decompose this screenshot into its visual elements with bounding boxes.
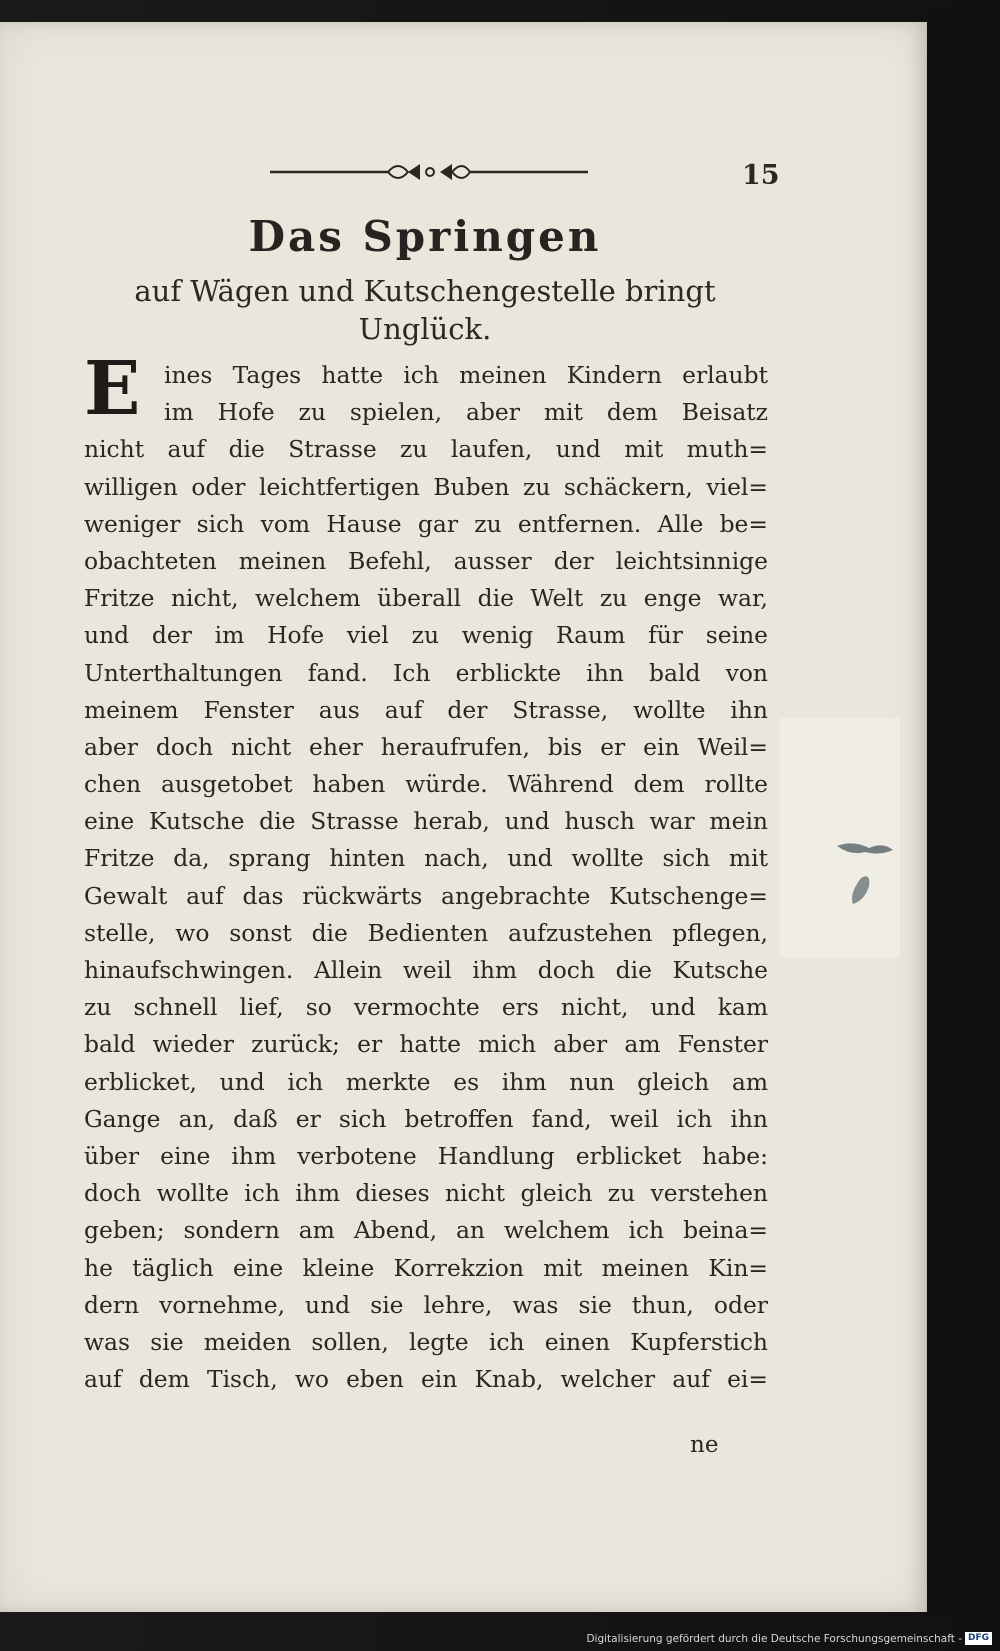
book-edge [926,10,1000,1610]
text-line: im Hofe zu spielen, aber mit dem Beisatz [164,398,768,427]
text-line: Gewalt auf das rückwärts angebrachte Kutschenge= [84,881,768,910]
text-line: eine Kutsche die Strasse herab, und husch war mein [84,807,768,836]
text-line: und der im Hofe viel zu wenig Raum für seine [84,621,768,650]
text-line: stelle, wo sonst die Bedienten aufzustehen pflegen, [84,918,768,947]
text-line: he täglich eine kleine Korrekzion mit meinen Kin= [84,1253,768,1282]
text-line: Fritze da, sprang hinten nach, und wollte sich mit [84,844,768,873]
text-line: doch wollte ich ihm dieses nicht gleich zu verstehen [84,1179,768,1208]
text-line: Fritze nicht, welchem überall die Welt zu enge war, [84,584,768,613]
text-line: Unterthaltungen fand. Ich erblickte ihn bald von [84,658,768,687]
text-line: obachteten meinen Befehl, ausser der leichtsinnige [84,546,768,575]
chapter-title: Das Springen [248,212,602,261]
text-line: Gange an, daß er sich betroffen fand, weil ich ihn [84,1104,768,1133]
catchword: ne [690,1432,719,1458]
text-line: weniger sich vom Hause gar zu entfernen. Alle be= [84,509,768,538]
text-line: dern vornehme, und sie lehre, was sie thun, oder [84,1290,768,1319]
text-line: zu schnell lief, so vermochte ers nicht, und kam [84,993,768,1022]
body-text [84,357,768,1398]
text-line: chen ausgetobet haben würde. Während dem rollte [84,770,768,799]
text-line: geben; sondern am Abend, an welchem ich beina= [84,1216,768,1245]
dfg-logo: DFG [965,1632,992,1645]
subtitle-line: auf Wägen und Kutschengestelle bringt [134,274,716,308]
page-number: 15 [742,160,780,191]
text-line: erblicket, und ich merkte es ihm nun gleich am [84,1067,768,1096]
chapter-subtitle [100,272,750,348]
text-line: auf dem Tisch, wo eben ein Knab, welcher auf ei= [84,1365,768,1394]
subtitle-line: Unglück. [358,312,492,346]
digitization-credit [586,1632,992,1645]
text-line: ines Tages hatte ich meinen Kindern erlaubt [164,361,768,389]
text-line: meinem Fenster aus auf der Strasse, wollte ihn [84,695,768,724]
text-line: willigen oder leichtfertigen Buben zu schäckern, viel= [84,472,768,501]
text-line: hinaufschwingen. Allein weil ihm doch die Kutsche [84,956,768,984]
text-line: aber doch nicht eher heraufrufen, bis er ein Weil= [84,732,768,761]
credit-text: Digitalisierung gefördert durch die Deutsche Forschungsgemeinschaft - [586,1632,962,1645]
text-line: was sie meiden sollen, legte ich einen Kupferstich [84,1327,768,1356]
ink-stain [835,838,895,908]
text-line: bald wieder zurück; er hatte mich aber am Fenster [84,1030,768,1059]
ornament-divider [270,156,588,186]
drop-cap: E [84,346,141,432]
text-line: nicht auf die Strasse zu laufen, und mit muth= [84,435,768,464]
text-line: über eine ihm verbotene Handlung erblicket habe: [84,1141,768,1170]
